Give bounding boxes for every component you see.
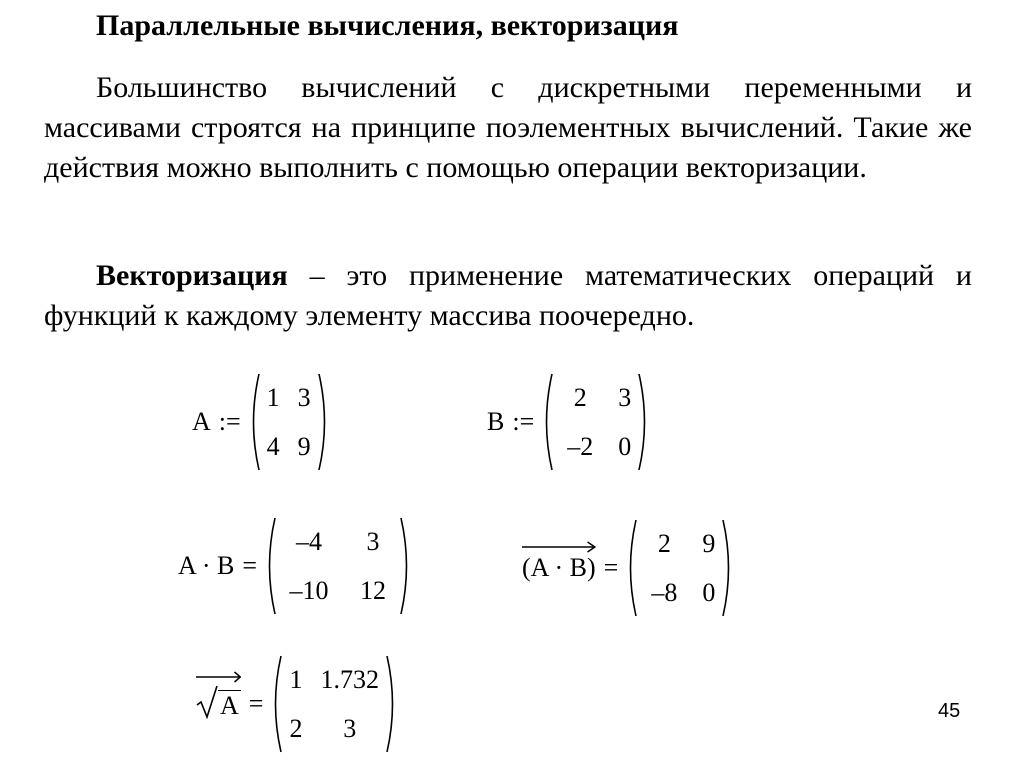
equals-operator: = <box>603 553 619 582</box>
matrix-cell: 4 <box>266 431 280 461</box>
matrix-cell: 3 <box>618 382 632 412</box>
equation-a-def <box>192 372 331 472</box>
equals-operator: = <box>248 689 264 718</box>
matrix-cell: 1 <box>289 664 303 694</box>
matrix-cell: 3 <box>366 526 380 556</box>
matrix-cell: 12 <box>360 575 387 605</box>
matrix-ab <box>263 516 413 616</box>
matrix-b <box>540 372 651 472</box>
matrix-cell: 1 <box>266 382 280 412</box>
lhs-label: A · B <box>178 551 235 580</box>
left-paren <box>247 372 261 472</box>
right-paren <box>399 516 413 616</box>
matrix-cell: 1.732 <box>320 664 379 694</box>
paragraph-intro: Большинство вычислений с дискретными переменными и массивами строятся на принципе поэлементных вычислений. Такие же действия можно выполнить с помощью операции векторизации. <box>44 71 972 184</box>
lhs-label: (A · B) <box>522 553 596 582</box>
matrix-cell: 0 <box>702 577 716 607</box>
right-paren <box>637 372 651 472</box>
vectorize-arrow-icon <box>196 671 241 683</box>
left-paren <box>624 518 638 618</box>
equation-vectorized-sqrt <box>196 640 399 754</box>
left-paren <box>269 654 283 754</box>
matrix-cell: –4 <box>296 526 323 556</box>
square-root <box>196 685 241 719</box>
paragraph-definition <box>44 256 972 336</box>
left-paren <box>540 372 554 472</box>
left-paren <box>263 516 277 616</box>
matrix-cell: 9 <box>297 431 311 461</box>
equation-a-times-b <box>178 516 413 616</box>
matrix-sqrt-a <box>269 654 399 754</box>
heading: Параллельные вычисления, векторизация <box>96 9 679 42</box>
equation-b-def <box>487 372 651 472</box>
right-paren <box>385 654 399 754</box>
matrix-cell: 9 <box>702 528 716 558</box>
definition-text: – это применение математических операций и функций к каждому элементу массива поочередно. <box>44 259 972 332</box>
assign-operator: := <box>512 407 535 436</box>
matrix-cell: 2 <box>657 528 671 558</box>
matrix-cell: –2 <box>567 431 594 461</box>
equals-operator: = <box>242 551 258 580</box>
matrix-cell: 0 <box>618 431 632 461</box>
right-paren <box>317 372 331 472</box>
term-vectorization: Векторизация <box>96 259 288 292</box>
assign-operator: := <box>218 407 241 436</box>
vectorize-arrow-icon <box>522 541 596 553</box>
matrix-cell: –10 <box>289 575 329 605</box>
vectorized-expression <box>522 541 596 581</box>
lhs-label: A <box>192 407 211 436</box>
lhs-label: B <box>487 407 505 436</box>
right-paren <box>721 518 735 618</box>
equation-vectorized-product <box>522 504 735 618</box>
matrix-a <box>247 372 331 472</box>
vectorized-sqrt-expression <box>196 671 241 724</box>
page-number: 45 <box>938 700 961 722</box>
radical-sign-icon <box>196 685 218 719</box>
matrix-ab-vectorized <box>624 518 735 618</box>
matrix-cell: 2 <box>289 713 303 743</box>
matrix-cell: 3 <box>297 382 311 412</box>
matrix-cell: –8 <box>651 577 678 607</box>
lhs-label: A <box>220 690 239 720</box>
matrix-cell: 2 <box>573 382 587 412</box>
matrix-cell: 3 <box>343 713 357 743</box>
